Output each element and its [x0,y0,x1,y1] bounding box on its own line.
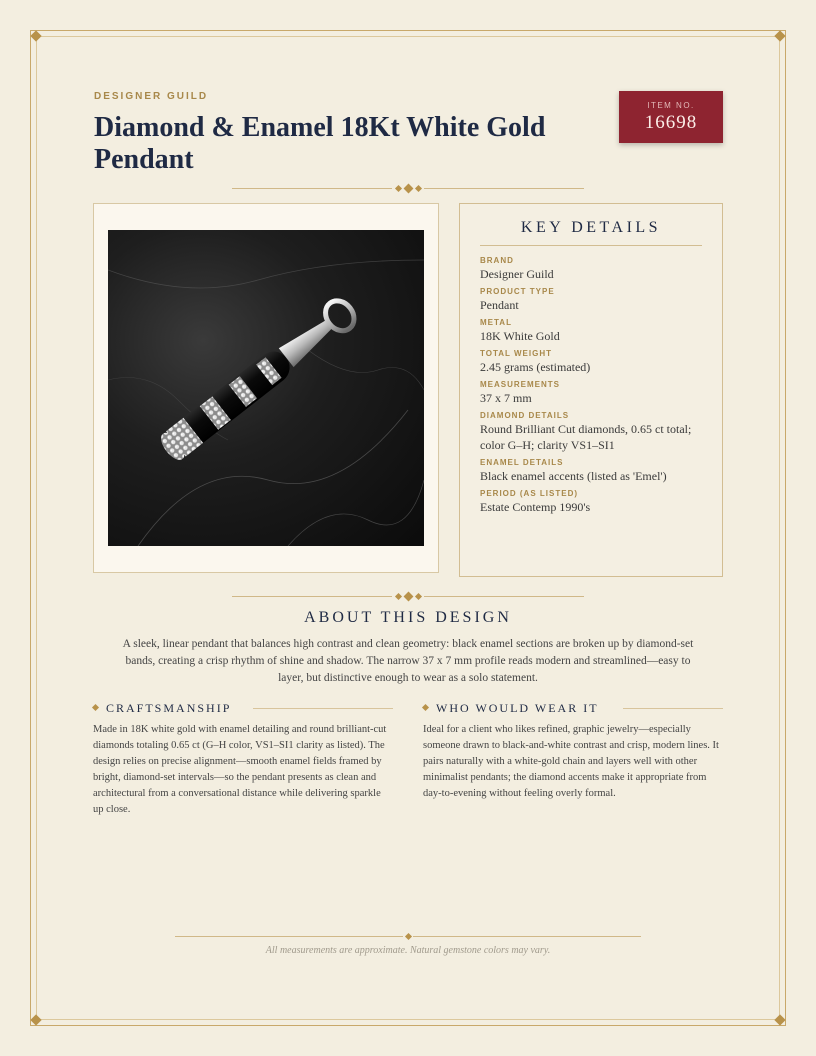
detail-label: METAL [480,318,512,327]
about-divider [232,592,584,602]
key-details-list [480,256,702,515]
about-heading: ABOUT THIS DESIGN [304,609,512,626]
detail-label: PRODUCT TYPE [480,287,555,296]
pendant-photo [108,230,424,546]
detail-label: PERIOD (AS LISTED) [480,489,579,498]
detail-measurements [480,380,702,406]
detail-product-type [480,287,702,313]
detail-period [480,489,702,515]
detail-label: BRAND [480,256,514,265]
title-divider [232,184,584,194]
detail-enamel-details [480,458,702,484]
detail-value: Round Brilliant Cut diamonds, 0.65 ct total; color G–H; clarity VS1–SI1 [480,422,692,452]
key-details-panel [459,203,723,577]
who-wears-text: Ideal for a client who likes refined, graphic jewelry—especially someone drawn to black-and-white contrast and crisp, modern lines. It pairs naturally with a white-gold chain and layers well with other minimalist pendants; the diamond accents make it appropriate from day-to-evening without feeling overly formal. [423,724,719,799]
item-number-value: 16698 [644,112,698,133]
detail-value: Estate Contemp 1990's [480,500,591,514]
detail-value: 18K White Gold [480,329,560,343]
detail-value: 37 x 7 mm [480,391,532,405]
detail-metal [480,318,702,344]
detail-total-weight [480,349,702,375]
craftsmanship-heading-row [93,701,393,715]
key-details-heading: KEY DETAILS [520,219,662,236]
item-number-badge [619,91,723,143]
craftsmanship-heading: CRAFTSMANSHIP [106,701,232,715]
diamond-bullet-icon [422,704,429,711]
key-details-rule [480,245,702,246]
who-wears-heading: WHO WOULD WEAR IT [436,701,599,715]
brand-label: DESIGNER GUILD [94,91,209,102]
detail-value: 2.45 grams (estimated) [480,360,591,374]
page-title: Diamond & Enamel 18Kt White Gold Pendant [94,112,546,175]
detail-label: DIAMOND DETAILS [480,411,570,420]
about-text: A sleek, linear pendant that balances high contrast and clean geometry: black enamel sections are broken up by diamond-set bands, creating a crisp rhythm of shine and shadow. The narrow 37 x 7 mm profile reads modern and streamlined—easy to layer, but distinctive enough to wear as a solo statement. [122,638,694,684]
who-wears-heading-row [423,701,723,715]
diamond-bullet-icon [92,704,99,711]
craftsmanship-text: Made in 18K white gold with enamel detailing and round brilliant-cut diamonds totaling 0.65 ct (G–H color, VS1–SI1 clarity as listed). The design relies on precise alignment—smooth enamel fields framed by bright, diamond-set intervals—so the pendant presents as clean and architectural from a conversational distance while delivering sparkle up close. [93,724,387,815]
pendant-illustration [108,230,424,546]
footer-divider [175,932,641,942]
item-number-label: ITEM NO. [647,101,695,110]
detail-label: TOTAL WEIGHT [480,349,552,358]
detail-label: MEASUREMENTS [480,380,561,389]
product-image-card [93,203,439,573]
detail-value: Designer Guild [480,267,554,281]
detail-diamond-details [480,411,702,453]
detail-value: Black enamel accents (listed as 'Emel') [480,469,667,483]
detail-brand [480,256,702,282]
detail-value: Pendant [480,298,519,312]
detail-label: ENAMEL DETAILS [480,458,564,467]
footer-note: All measurements are approximate. Natural gemstone colors may vary. [265,945,551,956]
